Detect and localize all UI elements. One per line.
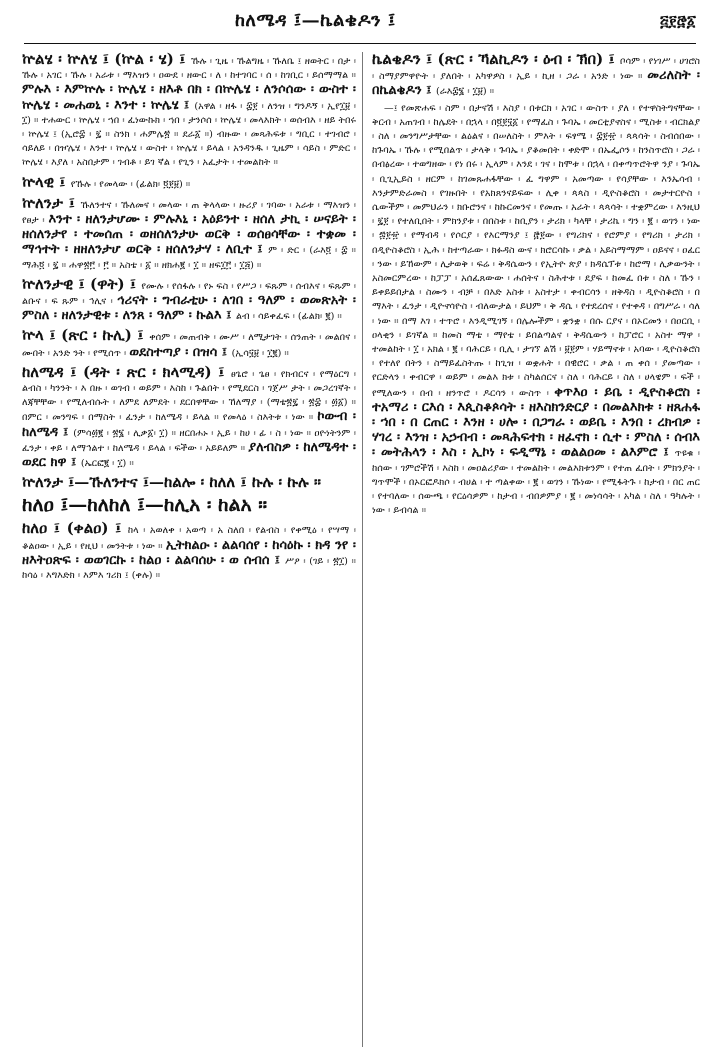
entry-kulawi	[22, 173, 356, 192]
quotation: ወደስተጣያ ፡ በዝሳ ፤	[129, 344, 232, 360]
headword: ኵላ ፤ (ጽር ፡ ኩሊ) ፤	[22, 326, 150, 345]
entry-kula	[22, 326, 356, 360]
definition: የኹሉ ፡ የመላው ፡ (ፊልክ፡ ፬፻፱) ።	[70, 178, 191, 190]
definition-tail: ጥዩቁ ፡ ከሰው ፡ ገምሮችሽ ፡ እስከ ፡ መዐልሪያው ፡ ተመልከት ፡ መልእክቱንም ፡ የተጠ ፈበት ፡ ምክንያት ፡ ግጥሞች ፡ በኦርፎዶክሶ ፡ ብሀል ፡ ተ ጣልቀው ፡ ፪ ፡ ወገን ፡ ኹነው ፡ የሚፋትጉ ፡ ከታብ ፡ በር ጠር ፡ የተባለው ፡ ሰውጫ ፡ የርዕሳዎም ፡ ከታብ ፡ ብበዎምያ ፡ ፪ ፡ መነሳሳት ፡ አካል ፡ ስለ ፡ ዓካሉት ፡ ነው ፡ ይብሳል ።	[372, 448, 700, 517]
definition: የሙሉ ፡ የሰፋሉ ፡ የኑ ፍስ ፡ የሥጋ ፡ ፍጹም ፡ ሰብእና ፡ ፍጹም ፡ ልቡና ፡ ፍ ጹም ፡ ኅሊና ፡	[22, 280, 356, 308]
definition: ቀሰም ፡ መጠብቅ ፡ ሙሥ ፡ ለሚታገት ፡ ሰንጠት ፡ መልበና ፡ ሙበት ፡ አንድ ንት ፡ የሚሰጥ ፡	[22, 332, 356, 359]
definition: ኹለንተና ፡ ኹለመና ፡ መላው ፡ ጠ ቅላላው ፡ ዙሪያ ፡ ገባው ፡ አራቱ ፡ ማእዝን ፡ የፀታ ፡	[22, 199, 356, 227]
running-title: ከለሜዳ ፤—ኬልቄዶን ፤	[235, 10, 396, 31]
headword: ከለዐ ፤ (ቀልዐ) ፤	[22, 519, 128, 538]
quotation: መሪለስት ፡ በኬልቄዶን ፤	[372, 68, 700, 99]
entry-section-heading	[22, 494, 356, 517]
definition-tail: ሥዖ ፡ (ገይ ፡ ፳፲) ። ከሳዕ ፡ እግእድክ ፡ እምእ ገሪክ ፤ (ቀሉ) ።	[22, 555, 356, 582]
definition-tail: (ምሳ፴፪ ፡ ፳፮ ፡ ሊቃ፩፡ ፲) ። ዘርበሐኑ ፡ ኢይ ፡ ከሀ ፡ ፊ ፡ ስ ፡ ነው ። ዐዮነትንም ፡ ፈንታ ፡ ቀይ ፡ ለማኅልተ ፡ ከለሜዳ ፡ ይላል ፡ ፍችው ፡ አይይለም ።	[22, 427, 356, 454]
definition-tail: (ኢሳ፶፱ ፡ ፲፪) ።	[231, 347, 289, 359]
quotation: ያለብስዎ ፡ ከለሜዳተ ፡ ወደር ክዋ ፤	[22, 439, 356, 471]
entry-kelemeda	[22, 363, 356, 471]
quotation: ኅሪናት ፡ ግብራቲሁ ፡ ለገበ ፡ ዓለም ፡ ወመጽአት ፡ ምስለ ፡ ዘለንታዊቱ ፡ ለንጸ ፡ ዓለም ፡ ኩልእ ፤	[22, 293, 356, 324]
quotation: ምሉእ ፡ እምኵሉ ፡ ኵሌሄ ፡ ዘእቶ በክ ፡ በኵሌሄ ፡ ለንሶሰው ፡ ውስተ ፡ ኵሌሄ ፡ መሐወኒ ፡ እንተ ፡ ኵሌሄ ፤	[22, 82, 356, 113]
definition-tail: ም ፡ ድር ፡ (ራእ፬ ፡ ፰ ። ማሕ፬ ፡ ፯ ። ሐዋ፳፫ ፡ ፫ ። አስቴ ፡ ፩ ። ዘክሐ፪ ፡ ፲ ። ዘፍ፲፫ ፡ ፲፭) ።	[22, 245, 356, 271]
page-number: ፭፻፸፩	[659, 12, 696, 30]
section-headword: ከለዐ ፤—ከለከለ ፤—ከሊአ ፡ ከልአ ።	[22, 494, 268, 517]
definition: —፤ የመጽሐፍ ፡ ስም ፡ በታናሽ ፡ እስያ ፡ በቱርክ ፡ አገር ፡ ውስጥ ፡ ያለ ፡ የተዋስትግናቸው ፡ ቅርብ ፡ አጠገብ ፡ ከሌደት ፡ በኋላ ፡ በ፬፻፶፩ ፡ የማፈስ ፡ ጉባኤ ፡ መርቲያኖስና ፡ ሚስቱ ፡ ብርክልያ ፡ ስለ ፡ መንግሥታቸው ፡ ልዕልና ፡ በሠለስት ፡ ምእት ፡ ፍፃሜ ፡ ፰፻፹ ፡ ጳጳሳት ፡ ስብሰበው ፡ ከጉባኤ ፡ ኹሉ ፡ የሚበልጥ ፡ ታላቅ ፡ ጉባኤ ፡ ያቆመበት ፡ ቀድሞ ፡ በኤፌሶን ፡ ከንስጥሮስ ፡ ጋራ ፡ በብፅረው ፡ ተወግዘው ፡ የነ በሩ ፡ ኢላም ፡ እንደ ፡ ገና ፡ ከሞቱ ፡ በኋላ ፡ በቀጣጥሮትዋ ንያ ፡ ጉባኤ ፡ ቢጊኢይስ ፡ ዘርም ፡ ከገመጹሐፋቸው ፡ ፈ ግዋም ፡ አመጣው ፡ የሳያቸው ፡ እንኤሳብ ፡ እንታምድራመስ ፡ የገዙበት ፡ የአክጸንናይፍው ፡ ሊቀ ፡ ጳጳስ ፡ ዲዮስቆሮስ ፡ መታተርዮስ ፡ ሴውችም ፡ መምህራን ፡ ክቡሮንና ፡ ከኩርመንና ፡ የመጡ ፡ አራት ፡ ጳጳሳት ፡ ተቋምረው ፡ እንዚህ ፡ ፯፻ ፡ የተለቢበት ፡ ምክንያቱ ፡ በበስቱ ፡ ከቢያን ፡ ታሪክ ፡ ካላቸ ፡ ታሪኬ ፡ ግን ፡ ፪ ፡ ወገን ፡ ነው ፡ ፷፻፹ ፡ የማብዳ ፡ የሶርያ ፡ የእርማንያ ፤ ፸፻ው ፡ የግሪክና ፡ የሮምያ ፡ የግሪክ ፡ ታሪክ ፡ በዲዮስቆሮስ ፡ ኢሕ ፡ ከተጣራው ፡ ክፉዳስ ውና ፡ ክሮርሳኩ ፡ ቃል ፡ አይስማማም ፡ ዐይናና ፡ ዐፈር ፡ ንው ፡ ይኸውም ፡ ሊታወቅ ፡ ፍሬ ፡ ቅዳሴውን ፡ የኢትዮ ጵያ ፡ ክዳሴፕቱ ፡ ከሮማ ፡ ሊቃውንት ፡ አስመርምረው ፡ ከፓፓ ፡ አሰፈጸውው ፡ ሐሰትና ፡ ስሕተቱ ፡ ደያፍ ፡ ከመፈ በቱ ፡ ስለ ፡ ኹን ፡ ይቀይይበታል ፡ ስሙን ፡ ብቻ ፡ በእድ አስቱ ፡ አስተታ ፡ ቀብርሳን ፡ ዘቅዳስ ፡ ዲዮስቆሮስ ፡ በ ማእት ፡ ፈንታ ፡ ዲዮኖሳዮስ ፡ ብለውታል ፡ ይህም ፡ ቅ ዳሴ ፡ የተደረሰና ፡ የተቀዳ ፡ በግሥራ ፡ ሳለ ፡ ነው ። በማ እገ ፡ ተጥሮ ፡ እንዲሚገኝ ፡ በሌሎችም ፡ ቋንቋ ፡ በሱ ርያና ፡ በኦርመን ፡ በዐርቢ ፡ ዐላቂን ፡ ይገኛል ። ከመስ ማቴ ፡ ማየቴ ፡ ይበልጣልና ፡ ቅዳሴውን ፡ ከፓሮር ፡ አስተ ማዋ ፡ ተመልከት ፡ ፲ ፡ አክል ፡ ፪ ፡ ባሕርይ ፡ ቢሊ ፡ ታገኘ ልሽ ፡ ፱፻ም ፡ ሃይማኖቱ ፡ አባው ፡ ዲዮስቆሮስ ፡ የተለየ በትን ፡ ስማይፈስትጡ ፡ ከጊዝ ፡ ወቋሐት ፡ በዊሮር ፡ ቃል ፡ ጠ ቀሰ ፡ ያመጣው ፡ የርድላን ፡ ቀብርዋ ፡ ወይም ፡ መልእ ክቱ ፡ ስካልሰርና ፡ ስለ ፡ ባሕርይ ፡ ስለ ፡ ሀላዌም ፡ ፍች ፡ የሚለውን ፡ በብ ፡ ዘንጥሮ ፡ ዶርሳን ፡ ውስጥ ፡	[372, 102, 700, 399]
right-column	[372, 50, 700, 1050]
headword: ኵለንታዊ ፤ (ዋት) ፤	[22, 274, 142, 293]
column-divider	[362, 52, 363, 1047]
headword: ኵለንታ ፤—ኹለንተና ፤—ከልሎ ፡ ከለለ ፤ ኩሉ ፡ ኩሉ ።	[22, 473, 321, 492]
definition: ፀጌሮ ፡ ጌፀ ፡ የክብርና ፡ የማዕርግ ፡ ልብስ ፡ ካንንት ፡ እ በዙ ፡ ወገብ ፡ ወይም ፡ እስከ ፡ ጉልበት ፡ የሚደርስ ፡ ገጀሥ ታት ፡ መጋረገኛት ፡ ለጃቸቸው ፡ የሚለብሱት ፡ ለምደ ለምደት ፡ ደርበዋቸው ፡ ኸለማያ ፡ (ማቴ፳፯ ፡ ፳፰ ፡ ፴፩) ። በምር ፡ መንግፍ ፡ በማስት ፡ ፈንታ ፡ ከለሜዳ ፡ ይላል ። የመላዕ ፡ ስእትቱ ፡ ነው ።	[22, 368, 356, 424]
headword: ኵላዊ ፤	[22, 172, 71, 191]
left-column	[22, 50, 356, 1050]
quotation: ቀጥእዐ ፡ ይቤ ፡ ዲዮስቆሮስ ፡ ተአማሪ ፡ ርእሰ ፡ እጲስቆጶሳት ፡ ዘእስክንድርያ ፡ በመልእክቱ ፡ ዘጸሐፋ ፡ ኀበ ፡ በ ርጠር ፡ እንዘ ፡ ሀሎ ፡ በጋግራ ፡ ወይቤ ፡ እንበ ፡ ረክብዎ ፡ ሃገረ ፡ እንዝ ፡ አኃብብ ፡ መጻሕፍተክ ፡ ዘፈኖክ ፡ ሲተ ፡ ምስለ ፡ ሰብእ ፡ መትሕላን ፡ እስ ፡ ኢኮነ ፡ ፍዲማኔ ፡ ወልልዐመ ፡ ልእምሮ ፤	[372, 384, 700, 461]
page-header	[0, 6, 718, 46]
quotation: ኮውብ ፡ ከለሜዳ ፤	[22, 409, 356, 440]
definition-tail: (ኤርፎ፪ ፡ ፲) ።	[80, 458, 134, 470]
quotation: እንተ ፡ ዘለንታሆሙ ፡ ምሉእኒ ፡ አዕይንተ ፡ ዘሰለ ታኪ ፡ ሠናይት ፡ ዘሰለንታየ ፡ ተመሰጠ ፡ ወዘሰለንታሁ ወርቅ ፡ ወሰፀሳቸው ፡ ተቋመ ፡ ማኅተት ፡ ዘዘለንታሆ ወርቅ ፡ ዘሰለንታሃ ፡ ለቢተ ፤	[22, 212, 356, 258]
definition-tail: (ራእ፰፮ ፡ ፲፱) ።	[436, 86, 495, 98]
headword: ኵልሄ ፡ ኵለሄ ፤ (ኵል ፡ ሄ) ፤	[22, 50, 191, 68]
headword: ከለሜዳ ፤ (ዳት ፡ ጽር ፡ ክላሚዳ) ፤	[22, 362, 231, 381]
headword: ኬልቄዶን ፤ (ጽር ፡ ኻልኪዶን ፡ ዕብ ፡ ኽበ) ፤	[372, 50, 620, 68]
headword: ኵለንታ ፤	[22, 193, 81, 212]
entry-kelea	[22, 519, 356, 583]
entry-kulentawi	[22, 275, 356, 325]
quotation: ኢትክልዑ ፡ ልልባሰየ ፡ ከሳዕኩ ፡ ክዳ ንየ ፡ ዘእትዐጽፍ ፡ ወወገርኩ ፡ ከልዐ ፡ ልልባሰሁ ፡ ወ ሰብሰ ፤	[22, 537, 356, 568]
header-rule	[24, 43, 696, 44]
entry-kulhe	[22, 50, 356, 171]
definition: ቦሳም ፡ የነገሥ ፡ ሀገሮስ ፡ ስማያምዋዮት ፡ ያለበት ፡ አካዋዎስ ፡ ኢይ ፡ ኪዘ ፡ ጋራ ፡ አንድ ፡ ነው ።	[372, 56, 700, 83]
entry-chalcedon-council	[372, 102, 700, 519]
definition: ከላ ፡ አወለቀ ፡ አወጣ ፡ አ ስለበ ፡ የልብስ ፡ የቀሚዕ ፡ የሣማ ፡ ቆልዐው ፡ ኢይ ፡ የዚህ ፡ መንትቱ ፡ ነው ።	[22, 525, 356, 552]
entry-cross-reference	[22, 473, 356, 492]
definition: ኹሉ ፡ ጊዜ ፡ ኹልግዜ ፡ ኹለቤ ፤ ዘወትር ፡ በታ ፡ ኹሉ ፡ አገር ፡ ኹሉ ፡ አራቱ ፡ ማእዝን ፡ ዐውደ ፡ ዘውር ፡ ለ ፡ ከተገባር ፡ ሰ ፡ ከገቢር ፡ ይሰማማል ።	[22, 56, 356, 82]
entry-chalcedon	[372, 50, 700, 100]
definition-tail: (አዋል ፡ ዘፋ ፡ ፰፻ ፡ ለንዝ ፡ ግንዶኝ ፡ ኢየ፲፱ ፡ ፲) ። ተሐውር ፡ ኵሌሄ ፡ ኀበ ፡ ፈነውኩክ ፡ ኀበ ፡ ታንሶሰ ፡ ኵሌሄ ፡ መላእክት ፡ ወሰብእ ፡ ዘይ ትበሩ ፡ ኵሌሄ ፤ (ኢሮ፰ ፡ ፯ ። ስንክ ፡ ሐምሌ፳ ። ደራ፩ ።) ብዙው ፡ መጻሕፍቱ ፡ ግቢር ፡ ተገብሮ ፡ ሳይለይ ፡ በዦሌሄ ፡ እንተ ፡ ኵሌሄ ፡ ውስተ ፡ ኵሌሄ ፡ ይላል ፡ አንዳንዱ ፡ ጊዜም ፡ ሳይስ ፡ ምድር ፡ ኵሌሄ ፡ እያለ ፡ አስበታም ፡ ገብቶ ፡ ይገ ኛል ፡ የጊን ፡ አፈታት ፡ ተመልከት ።	[22, 100, 356, 169]
entry-kulenta	[22, 194, 356, 273]
definition-tail: ልብ ፡ ሳይቀፈፍ ፡ (ፊልክ፡ ፪) ።	[235, 311, 342, 323]
